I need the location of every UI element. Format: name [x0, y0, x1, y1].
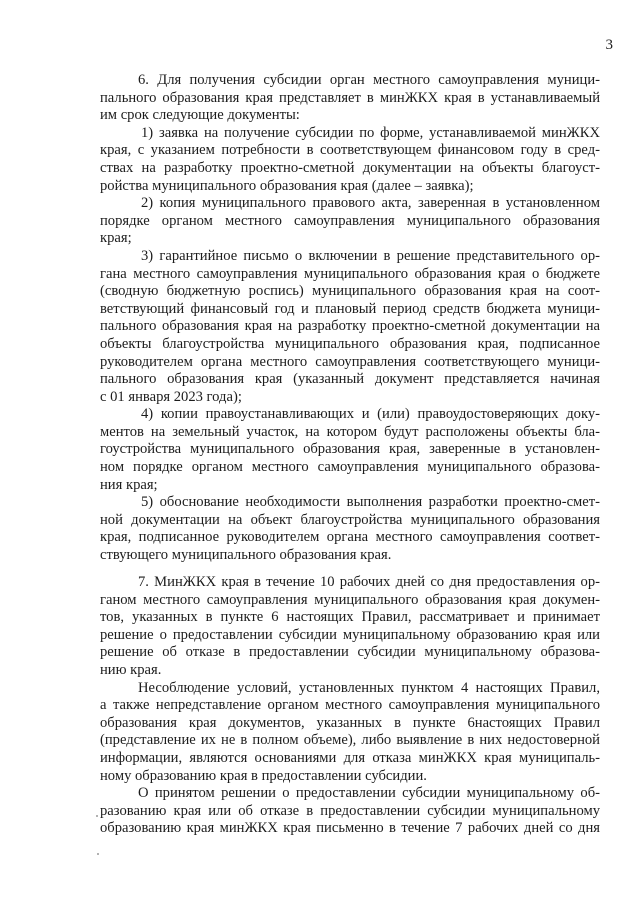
text-line: пального образования края (указанный документ представляется начиная — [100, 371, 600, 388]
text-line: О принятом решении о предоставлении субсидии муниципальному об- — [138, 785, 600, 802]
text-line: а также непредставление органом местного самоуправления муниципального — [100, 697, 600, 714]
paragraph-6-block — [100, 72, 600, 565]
text-line: ствующего муниципального образования края. — [100, 547, 392, 564]
text-line: гана местного самоуправления муниципального образования края о бюджете — [100, 265, 600, 282]
text-line: 6. Для получения субсидии орган местного самоуправления муници- — [138, 72, 600, 88]
text-line: объекты благоустройства муниципального образования края, подписанное — [100, 335, 600, 352]
text-line: порядке органом местного самоуправления муниципального образования — [100, 212, 600, 229]
text-line: с 01 января 2023 года); — [100, 388, 242, 405]
text-line: решение об отказе в предоставлении субсидии муниципальному образова- — [100, 644, 600, 661]
text-line: нию края. — [100, 661, 162, 678]
text-line: 5) обоснование необходимости выполнения разработки проектно-смет- — [141, 494, 600, 511]
text-line: ментов на земельный участок, на котором будут расположены объекты бла- — [100, 423, 600, 440]
text-line: ной документации на объект благоустройства муниципального образования — [100, 511, 600, 528]
text-line: гоустройства муниципального образования края, заверенные в установлен- — [100, 441, 600, 458]
text-line: ния края; — [100, 476, 158, 493]
text-line: пального образования края на разработку проектно-сметной документации на — [100, 318, 600, 335]
text-line: 2) копия муниципального правового акта, заверенная в установленном — [141, 195, 600, 212]
text-line: 3) гарантийное письмо о включении в решение представительного ор- — [141, 247, 600, 264]
text-line: тов, указанных в пункте 6 настоящих Правил, рассматривает и принимает — [100, 609, 600, 626]
text-line: края, с указанием потребности в соответствующем финансовом году в сред- — [100, 142, 600, 159]
text-line: ствах на разработку проектно-сметной документации на объекты благоуст- — [100, 159, 600, 176]
text-line: (представление их не в полном объеме), либо выявление в них недостоверной — [100, 732, 600, 749]
text-line: ганом местного самоуправления муниципального образования края докумен- — [100, 591, 600, 608]
paragraph-7-block — [100, 574, 600, 838]
text-line: решение о предоставлении субсидии муниципальному образованию края или — [100, 626, 600, 643]
text-line: 4) копии правоустанавливающих и (или) правоудостоверяющих доку- — [141, 406, 600, 423]
text-line: (сводную бюджетную роспись) муниципального образования края на соот- — [100, 283, 600, 300]
text-line: края; — [100, 230, 132, 247]
scan-artifact — [97, 853, 99, 855]
scan-artifact — [96, 815, 98, 817]
text-line: ному образованию края в предоставлении субсидии. — [100, 767, 427, 784]
text-line: образованию края минЖКХ края письменно в течение 7 рабочих дней со дня — [100, 820, 600, 837]
page-number: 3 — [605, 37, 613, 53]
text-line: ройства муниципального образования края (далее – заявка); — [100, 177, 474, 194]
text-line: им срок следующие документы: — [100, 107, 300, 124]
text-line: 1) заявка на получение субсидии по форме, устанавливаемой минЖКХ — [141, 124, 600, 141]
text-line: края, подписанное руководителем органа местного самоуправления соответ- — [100, 529, 600, 546]
text-line: пального образования края представляет в минЖКХ края в устанавливаемый — [100, 89, 600, 106]
text-line: Несоблюдение условий, установленных пунктом 4 настоящих Правил, — [138, 679, 600, 696]
text-line: руководителем органа местного самоуправления соответствующего муници- — [100, 353, 600, 370]
text-line: информации, являются основаниями для отказа минЖКХ края муниципаль- — [100, 749, 600, 766]
text-line: ветствующий финансовый год и плановый период средств бюджета муници- — [100, 300, 600, 317]
text-line: ном порядке органом местного самоуправления муниципального образова- — [100, 459, 600, 476]
text-line: разованию края или об отказе в предоставлении субсидии муниципальному — [100, 802, 600, 819]
text-line: 7. МинЖКХ края в течение 10 рабочих дней со дня предоставления ор- — [138, 574, 600, 590]
text-line: образования края документов, указанных в пункте 6настоящих Правил — [100, 714, 600, 731]
